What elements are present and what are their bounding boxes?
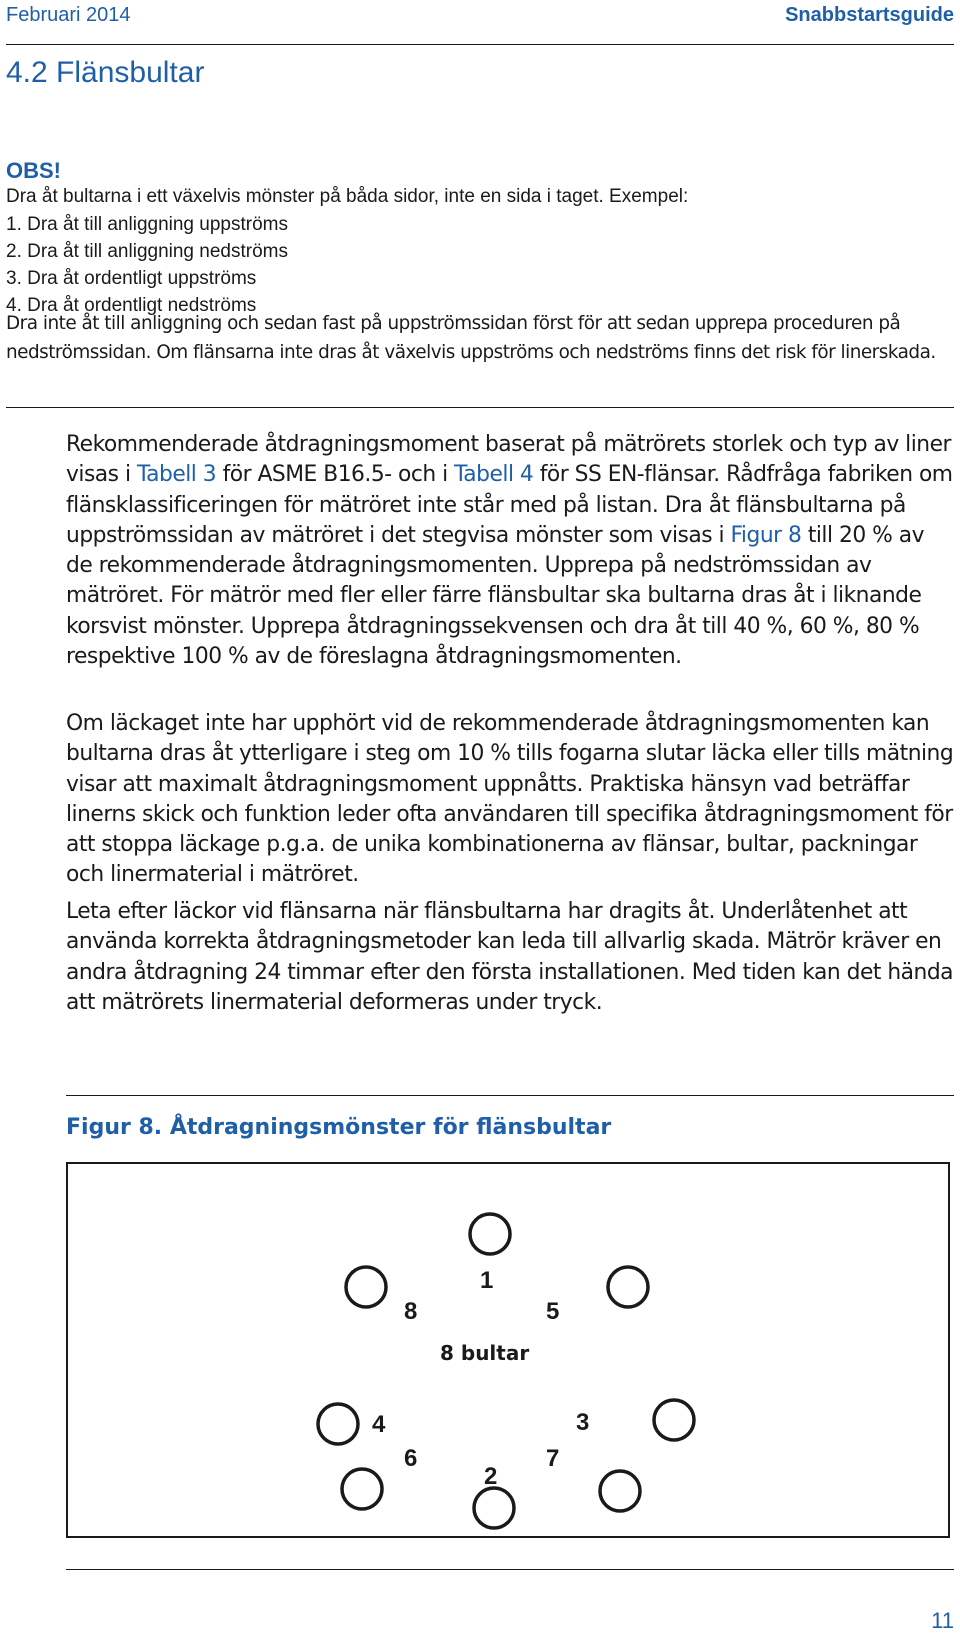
body-paragraph-2: Om läckaget inte har upphört vid de rekommenderade åtdragningsmomenten kan bultarna dras åt ytterligare i steg om 10 % tills fogarna slutar läcka eller tills mätning visar att maximalt åtdragningsmoment uppnåtts. Praktiska hänsyn vad beträffar linerns skick och funktion leder ofta användaren till specifika åtdragningsmoment för att stoppa läckage p.g.a. de unika kombinationerna av flänsar, bultar, packningar och linermaterial i mätröret. [66,711,954,888]
bolt-hole-3 [654,1400,694,1440]
bolt-hole-1 [470,1214,510,1254]
body-paragraph-1 [66,430,954,672]
bolt-number-8: 8 [404,1298,418,1325]
p1-text-2: för ASME B16.5- och i [216,462,455,488]
note-closing: Dra inte åt till anliggning och sedan fast på uppströmssidan först för att sedan upprepa proceduren på nedströmssidan. Om flänsarna inte dras åt växelvis uppströms och nedströms finns det risk för linerskada. [6,313,936,363]
note-step-4: 4. Dra åt ordentligt nedströms [6,295,257,316]
header-guide-title: Snabbstartsguide [785,4,954,26]
p1-text-3: för SS EN-flänsar. Rådfråga fabriken om flänsklassificeringen för mätröret inte står med på listan. Dra åt flänsbultarna på uppströmssidan av mätröret i det stegvisa mönster som visas i [66,462,953,548]
bolt-hole-6 [342,1469,382,1509]
bolt-hole-8 [346,1267,386,1307]
note-label: OBS! [6,158,61,183]
figure-caption: Figur 8. Åtdragningsmönster för flänsbultar [66,1115,612,1140]
figure-divider [66,1095,954,1096]
bolt-hole-4 [318,1404,358,1444]
body-paragraph-3: Leta efter läckor vid flänsarna när flänsbultarna har dragits åt. Underlåtenhet att använda korrekta åtdragningsmetoder kan leda till allvarlig skada. Mätrör kräver en andra åtdragning 24 timmar efter den första installationen. Med tiden kan det hända att mätrörets linermaterial deformeras under tryck. [66,899,954,1015]
bolt-pattern-diagram [68,1164,948,1536]
bolt-number-1: 1 [480,1267,494,1294]
bolt-number-7: 7 [546,1445,560,1472]
note-divider [6,407,954,408]
bolt-hole-5 [608,1267,648,1307]
header-date: Februari 2014 [6,4,131,26]
note-step-3: 3. Dra åt ordentligt uppströms [6,268,257,289]
footer-divider [66,1569,954,1570]
note-step-2: 2. Dra åt till anliggning nedströms [6,241,288,262]
p1-text-1: Rekommenderade åtdragningsmoment baserat på mätrörets storlek och typ av liner visas i [66,432,951,488]
bolt-hole-2 [474,1488,514,1528]
link-figur-8[interactable]: Figur 8 [730,522,802,548]
note-intro: Dra åt bultarna i ett växelvis mönster på båda sidor, inte en sida i taget. Exempel: [6,186,689,207]
bolt-hole-7 [600,1471,640,1511]
link-tabell-4[interactable]: Tabell 4 [454,462,534,488]
p1-text-4: till 20 % av de rekommenderade åtdragningsmomenten. Upprepa på nedströmssidan av mätröret. För mätrör med fler eller färre flänsbultar ska bultarna dras åt i liknande korsvist mönster. Upprepa åtdragningssekvensen och dra åt till 40 %, 60 %, 80 % respektive 100 % av de föreslagna åtdragningsmomenten. [66,522,925,670]
section-title: 4.2 Flänsbultar [6,56,205,89]
bolt-number-6: 6 [404,1445,418,1472]
page-number: 11 [931,1608,954,1633]
header-divider [6,44,954,45]
bolt-number-5: 5 [546,1298,560,1325]
figure-center-label: 8 bultar [440,1341,530,1365]
bolt-number-4: 4 [372,1411,386,1438]
bolt-number-3: 3 [576,1409,590,1436]
note-step-1: 1. Dra åt till anliggning uppströms [6,214,288,235]
figure-box [66,1162,950,1538]
bolt-number-2: 2 [484,1463,498,1490]
link-tabell-3[interactable]: Tabell 3 [136,462,217,488]
